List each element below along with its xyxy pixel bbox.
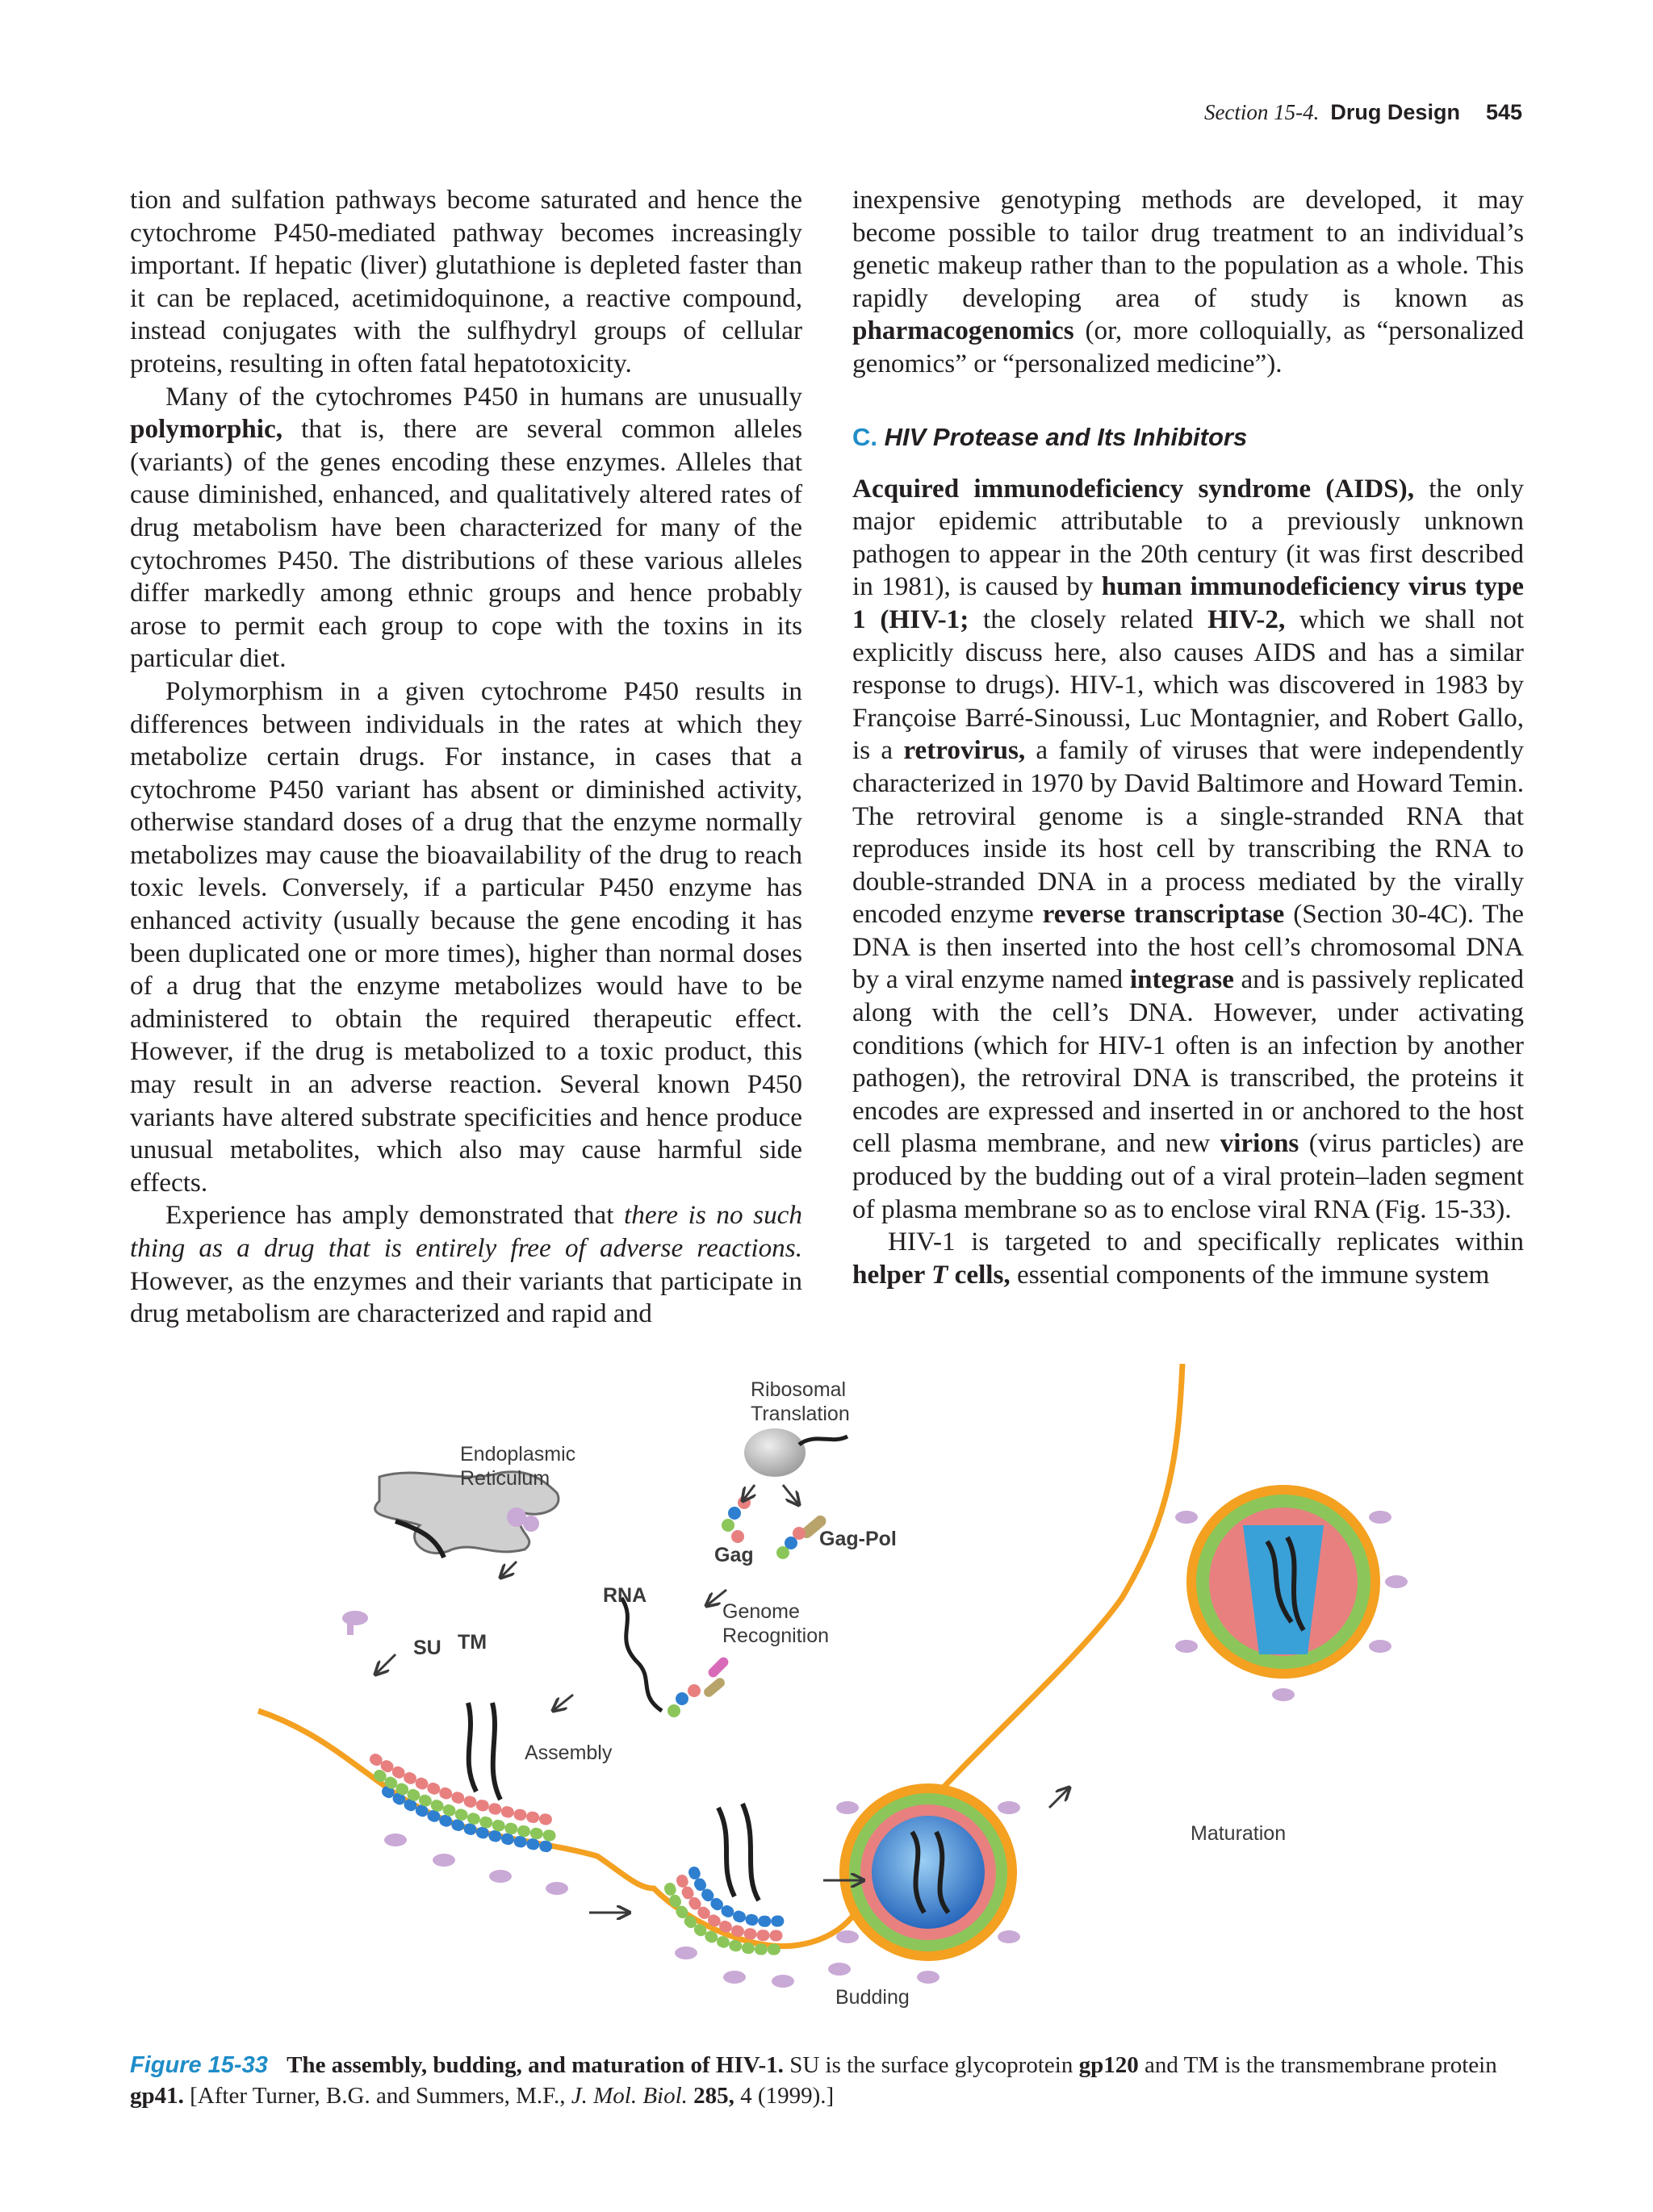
gag-protein [722, 1496, 751, 1543]
paragraph: Acquired immunodeficiency syndrome (AIDS), the only major epidemic attributable to a previously unknown pathogen to appear in the 20th century (it was first described in 1981), is caused by human immunodeficiency virus type 1 (HIV-1; the closely related HIV-2, which we shall not explicitly discuss here, also causes AIDS and has a similar response to drugs). HIV-1, which was discovered in 1983 by Françoise Barré-Sinoussi, Luc Montagnier, and Robert Gallo, is a retrovirus, a family of viruses that were independently characterized in 1970 by David Baltimore and Howard Temin. The retroviral genome is a single-stranded RNA that reproduces inside its host cell by transcribing the RNA to double-stranded DNA in a process mediated by the virally encoded enzyme reverse transcriptase (Section 30-4C). The DNA is then inserted into the host cell’s chromosomal DNA by a viral enzyme named integrase and is passively replicated along with the cell’s DNA. However, under activating conditions (which for HIV-1 often is an infection by another pathogen), the retroviral DNA is transcribed, the proteins it encodes are expressed and inserted in or anchored to the host cell plasma membrane, and new virions (virus particles) are produced by the budding out of a viral protein–laden segment of plasma membrane so as to enclose viral RNA (Fig. 15-33). [852, 473, 1525, 1224]
figure-label: Figure 15-33 [130, 2052, 268, 2078]
paragraph: Experience has amply demonstrated that there is no such thing as a drug that is entirely free of adverse reactions. However, as the enzymes and their variants that participate in drug metabolism are characterized and rapid and [130, 1200, 802, 1329]
section-title: Drug Design [1330, 100, 1460, 124]
paragraph: inexpensive genotyping methods are developed, it may become possible to tailor drug treatment to an individual’s genetic makeup rather than to the population as a whole. This rapidly developing area of study is known as pharmacogenomics (or, more colloquially, as “personalized genomics” or “personalized medicine”). [852, 185, 1525, 378]
section-heading-letter: C. [852, 422, 877, 451]
label-assembly: Assembly [525, 1742, 613, 1764]
budding-virion [670, 1804, 783, 1950]
label-genome: Genome [722, 1600, 800, 1623]
page-number: 545 [1485, 100, 1522, 124]
running-header [1204, 100, 1522, 125]
key-term: helper T cells, [852, 1259, 1011, 1290]
paragraph: HIV-1 is targeted to and specifically replicates within helper T cells, essential components of the immune system [852, 1227, 1524, 1290]
label-tm: TM [458, 1631, 488, 1654]
label-recognition: Recognition [722, 1625, 830, 1647]
hiv-lifecycle-figure [234, 1356, 1525, 2034]
ribosome [744, 1428, 806, 1477]
key-term: Acquired immunodeficiency syndrome (AIDS), [852, 473, 1414, 504]
right-column [852, 184, 1524, 1291]
label-su: SU [413, 1637, 441, 1659]
hiv-lifecycle-diagram [234, 1356, 1525, 2034]
assembly-patch [375, 1703, 557, 1848]
mrna-strand [799, 1436, 847, 1445]
key-term: human immunodeficiency virus type 1 (HIV-1; [852, 571, 1525, 634]
immature-virion [839, 1783, 1017, 1961]
emphasis: there is no such thing as a drug that is entirely free of adverse reactions. [130, 1200, 802, 1263]
key-term: polymorphic, [130, 414, 282, 445]
key-term: pharmacogenomics [852, 316, 1074, 346]
key-term: retrovirus, [903, 735, 1026, 766]
key-term: HIV-2, [1207, 604, 1286, 634]
section-heading [852, 421, 1524, 454]
key-term: integrase [1129, 964, 1234, 995]
paragraph: Polymorphism in a given cytochrome P450 results in differences between individuals in the rates at which they metabolize certain drugs. For instance, in cases that a cytochrome P450 variant has absent or diminished activity, otherwise standard doses of a drug that the enzyme normally metabolizes may cause the bioavailability of the drug to reach toxic levels. Conversely, if a particular P450 enzyme has enhanced activity (usually because the gene encoding it has been duplicated one or more times), higher than normal doses of a drug that the enzyme metabolizes would have to be administered to obtain the required therapeutic effect. However, if the drug is metabolized to a toxic product, this may result in an adverse reaction. Several known P450 variants have altered substrate specificities and hence produce unusual metabolites, which also may cause harmful side effects. [130, 675, 802, 1198]
label-gag: Gag [714, 1544, 754, 1566]
section-number: Section 15-4. [1203, 100, 1320, 124]
mature-virion [1186, 1485, 1380, 1679]
plasma-membrane [258, 1364, 1182, 1946]
label-ribosomal-translation-1: Ribosomal [751, 1378, 847, 1401]
key-term: virions [1220, 1128, 1299, 1159]
rna-strand [621, 1598, 662, 1711]
label-budding: Budding [835, 1986, 910, 2009]
genome-recognition-complex [667, 1655, 730, 1717]
paragraph: Many of the cytochromes P450 in humans are unusually polymorphic, that is, there are several common alleles (variants) of the genes encoding these enzymes. Alleles that cause diminished, enhanced, and qualitatively altered rates of drug metabolism have been characterized for many of the cytochromes P450. The distributions of these various alleles differ markedly among ethnic groups and hence probably arose to permit each group to cope with the toxins in its particular diet. [130, 381, 802, 674]
key-term: reverse transcriptase [1042, 899, 1285, 930]
section-heading-text: HIV Protease and Its Inhibitors [884, 422, 1248, 451]
label-reticulum: Reticulum [460, 1467, 550, 1490]
label-endoplasmic: Endoplasmic [460, 1443, 576, 1466]
label-maturation: Maturation [1191, 1822, 1287, 1845]
label-ribosomal-translation-2: Translation [751, 1403, 850, 1425]
left-column [130, 184, 802, 1331]
caption-title: The assembly, budding, and maturation of HIV-1. [287, 2052, 784, 2078]
su-tm-envelope [342, 1611, 368, 1635]
figure-caption: Figure 15-33 The assembly, budding, and maturation of HIV-1. SU is the surface glycoprotein gp120 and TM is the transmembrane protein gp41. [After Turner, B.G. and Summers, M.F., J. Mol. Biol. 285, 4 (1999).] [130, 2052, 1497, 2109]
paragraph: tion and sulfation pathways become saturated and hence the cytochrome P450-mediated pathway becomes increasingly important. If hepatic (liver) glutathione is depleted faster than it can be replaced, acetimidoquinone, a reactive compound, instead conjugates with the sulfhydryl groups of cellular proteins, resulting in often fatal hepatotoxicity. [130, 185, 802, 378]
label-rna: RNA [603, 1584, 647, 1607]
label-gag-pol: Gag-Pol [819, 1528, 897, 1550]
